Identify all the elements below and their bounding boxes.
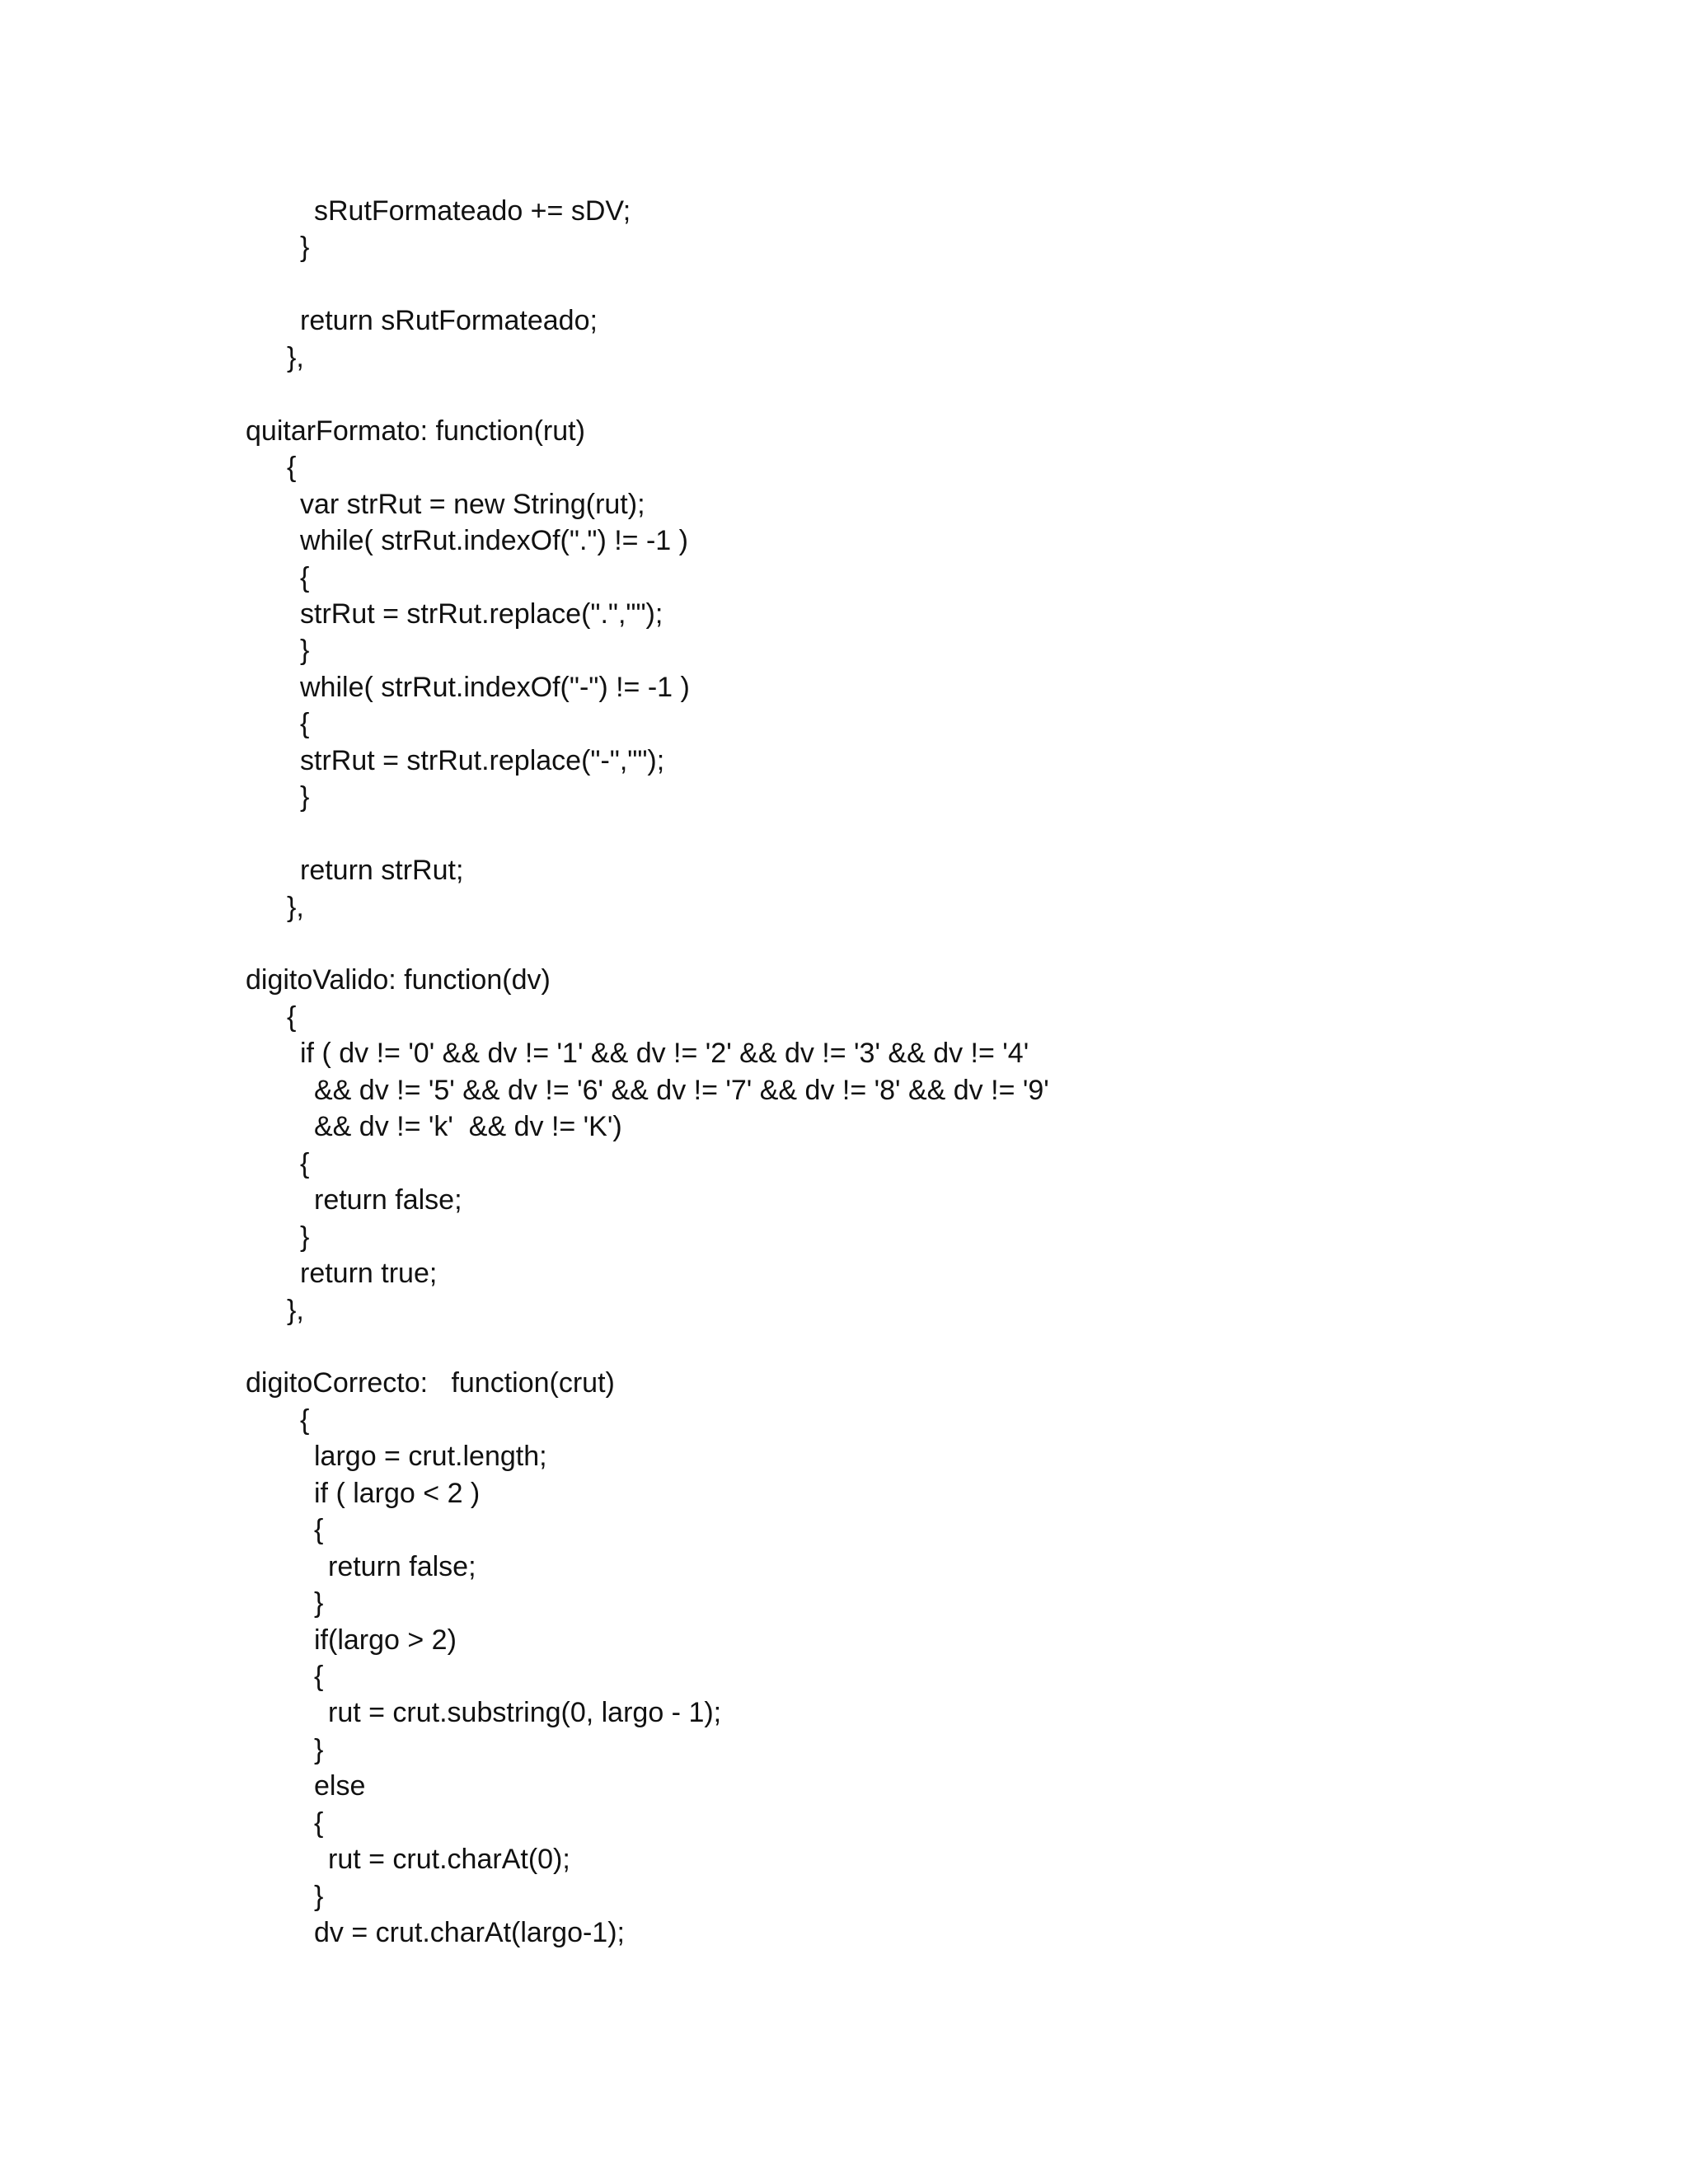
code-line: return false; — [328, 1551, 476, 1582]
code-line: sRutFormateado += sDV; — [314, 195, 631, 227]
code-line: { — [314, 1514, 324, 1545]
code-line: } — [314, 1881, 324, 1912]
code-line: rut = crut.substring(0, largo - 1); — [328, 1697, 722, 1728]
code-line: digitoCorrecto: function(crut) — [246, 1367, 615, 1399]
code-line: rut = crut.charAt(0); — [328, 1844, 570, 1875]
code-line: { — [287, 1001, 297, 1033]
code-line: else — [314, 1770, 366, 1802]
code-line: { — [300, 562, 310, 593]
code-line: strRut = strRut.replace("-",""); — [300, 745, 665, 776]
code-line: { — [287, 452, 297, 483]
code-line: } — [300, 781, 310, 813]
code-line: return strRut; — [300, 855, 464, 886]
code-line: dv = crut.charAt(largo-1); — [314, 1917, 625, 1948]
code-line: largo = crut.length; — [314, 1441, 547, 1472]
code-line: { — [300, 1404, 310, 1436]
code-line: }, — [287, 1295, 304, 1326]
code-line: strRut = strRut.replace(".",""); — [300, 598, 663, 630]
code-line: } — [314, 1734, 324, 1765]
code-line: { — [300, 708, 310, 739]
code-line: while( strRut.indexOf(".") != -1 ) — [300, 525, 688, 556]
code-line: quitarFormato: function(rut) — [246, 415, 585, 447]
code-line: digitoValido: function(dv) — [246, 964, 551, 996]
code-line: var strRut = new String(rut); — [300, 489, 645, 520]
code-line: }, — [287, 342, 304, 373]
code-line: while( strRut.indexOf("-") != -1 ) — [300, 672, 690, 703]
code-line: if ( dv != '0' && dv != '1' && dv != '2' && dv != '3' && dv != '4' — [300, 1038, 1029, 1069]
code-line: return true; — [300, 1258, 438, 1289]
code-line: } — [300, 1221, 310, 1253]
code-line: if(largo > 2) — [314, 1624, 457, 1656]
code-line: return false; — [314, 1184, 462, 1216]
code-line: { — [314, 1807, 324, 1839]
code-line: return sRutFormateado; — [300, 305, 598, 336]
code-line: } — [314, 1587, 324, 1619]
code-line: { — [300, 1148, 310, 1179]
code-line: if ( largo < 2 ) — [314, 1478, 481, 1509]
code-line: && dv != '5' && dv != '6' && dv != '7' && dv != '8' && dv != '9' — [314, 1075, 1049, 1106]
code-line: }, — [287, 892, 304, 923]
code-line: && dv != 'k' && dv != 'K') — [314, 1111, 622, 1142]
code-line: } — [300, 635, 310, 666]
code-line: } — [300, 232, 310, 263]
code-line: { — [314, 1661, 324, 1692]
